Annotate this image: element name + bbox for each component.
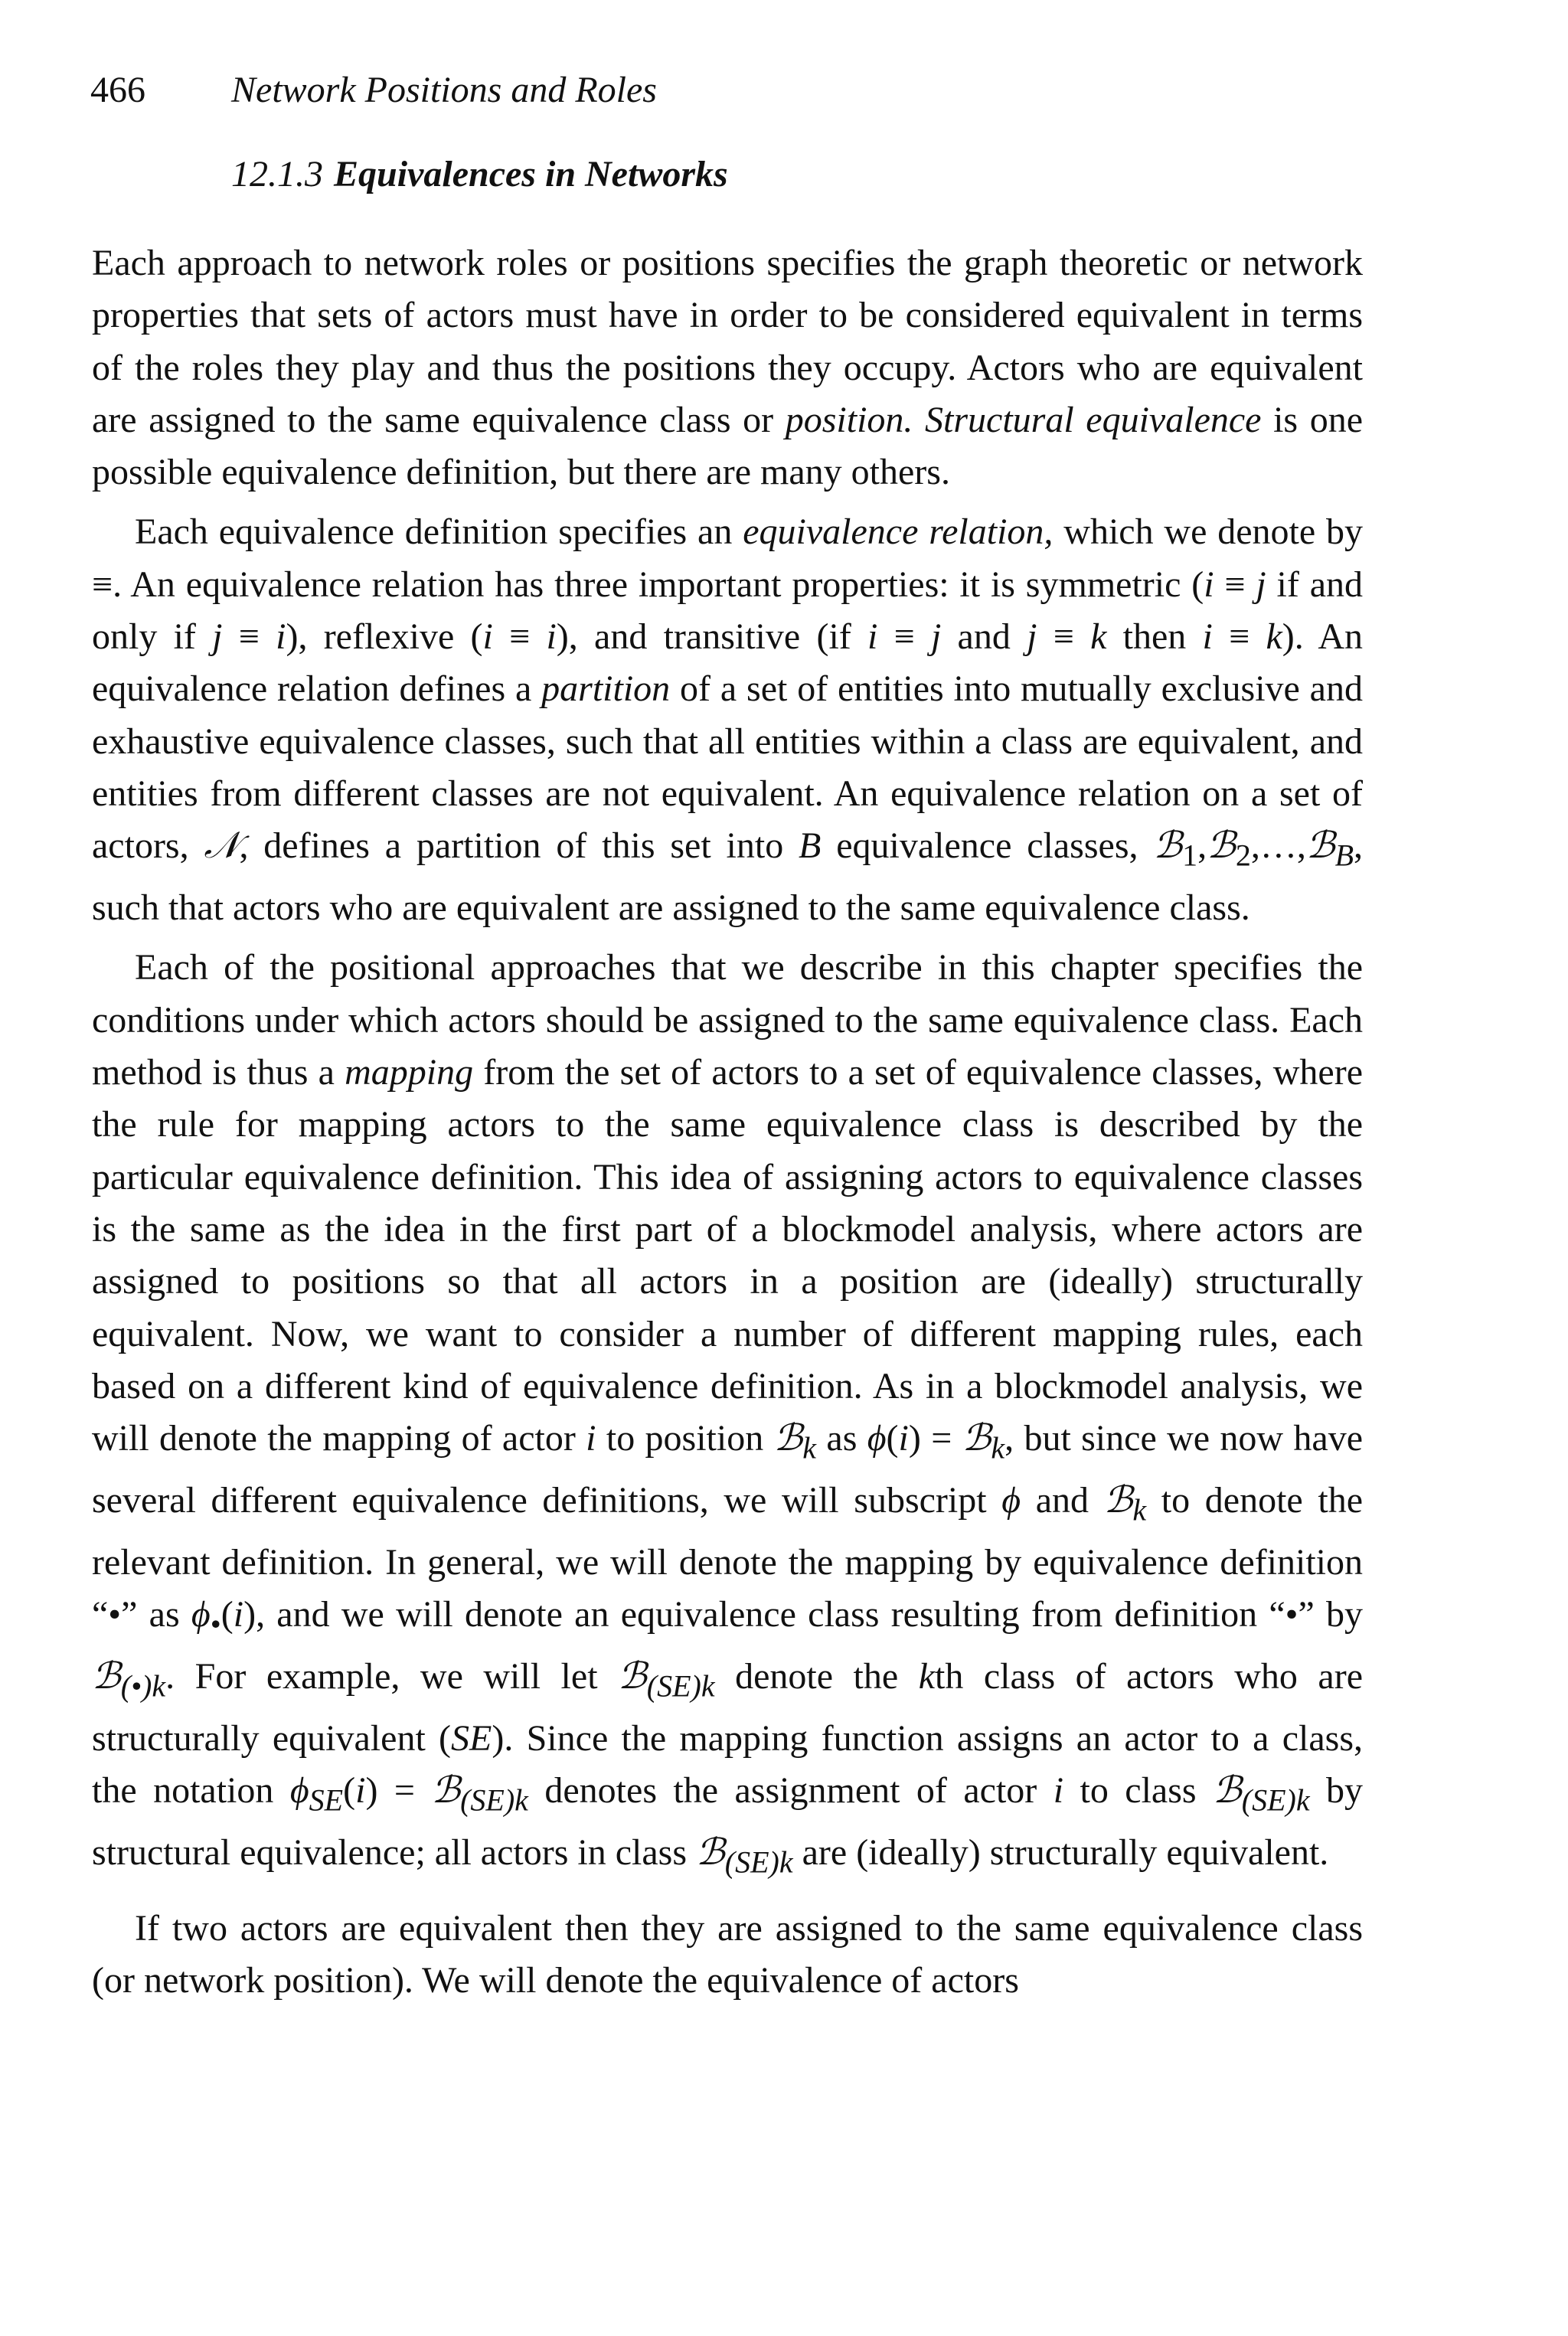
math-var: ℬ [618, 1656, 647, 1697]
math-var: i [1202, 616, 1213, 658]
text-run: ≡ [1212, 616, 1266, 658]
paragraph-1 [92, 237, 1363, 498]
text-run: ). An equivalence relation defines a [92, 616, 1364, 710]
paragraph-2 [92, 506, 1363, 934]
text-run: is one possible equivalence definition, but there are many others. [92, 399, 1363, 493]
text-run: , such that actors who are equivalent are assigned to the same equivalence class. [92, 825, 1364, 929]
math-subscript: (SE)k [646, 1668, 715, 1704]
math-var: ℬ [1305, 825, 1335, 867]
text-run: and [1021, 1480, 1104, 1521]
text-run: then [1106, 616, 1203, 658]
math-var: ℬ [92, 1656, 121, 1697]
text-run: and [941, 616, 1027, 658]
text-run: Each equivalence definition specifies an [135, 511, 743, 553]
text-run: . For example, we will let [165, 1656, 619, 1697]
math-var: ℬ [431, 1770, 461, 1812]
math-var: ℬ [1207, 825, 1236, 867]
text-run: to class [1063, 1770, 1214, 1812]
text-run: denote the [714, 1656, 919, 1697]
math-var: ℬ [1213, 1770, 1242, 1812]
math-var: i [867, 616, 878, 658]
text-run: position. [785, 399, 913, 440]
math-var: k [1266, 616, 1282, 658]
math-var: ϕ [1001, 1480, 1021, 1521]
math-subscript: B [1334, 838, 1354, 873]
math-var: SE [451, 1717, 492, 1759]
math-subscript: 1 [1182, 838, 1198, 873]
text-run: ≡ [877, 616, 931, 658]
text-run: equivalence classes, [821, 825, 1154, 867]
paragraph-3 [92, 942, 1363, 1889]
math-var: i [1204, 564, 1214, 605]
text-run: , [1197, 825, 1207, 867]
math-var: j [1256, 564, 1266, 605]
text-run: if and only if [92, 564, 1364, 658]
body-text [92, 237, 1363, 2008]
math-subscript: (SE)k [1241, 1782, 1310, 1818]
math-var: j [930, 616, 942, 658]
math-var: B [799, 825, 822, 867]
math-subscript: SE [309, 1782, 344, 1818]
math-subscript: (SE)k [724, 1844, 793, 1880]
text-run: ≡ [492, 616, 547, 658]
text-run: ≡ [222, 616, 276, 658]
text-run: th class of actors who are structurally equivalent ( [92, 1656, 1363, 1759]
text-run: ), reflexive ( [286, 616, 483, 658]
text-run: ), and transitive (if [556, 616, 868, 658]
math-var: ϕ [289, 1770, 309, 1812]
math-var: ℬ [1153, 825, 1183, 867]
math-var: i [482, 616, 493, 658]
math-var: j [212, 616, 223, 658]
text-run: Each approach to network roles or positions specifies the graph theoretic or network properties that sets of actors must have in order to be considered equivalent in terms of the roles they play and thus the positions they occupy. Actors who are equivalent are assigned to the same equivalence class or [92, 243, 1363, 440]
section-number: 12.1.3 [231, 154, 323, 194]
math-var: ϕ [191, 1594, 211, 1635]
section-heading [231, 150, 728, 199]
math-var: ℬ [773, 1418, 803, 1459]
text-run: to position [596, 1418, 774, 1459]
text-run: , but since we now have several different equivalence definitions, we will subscript [92, 1418, 1363, 1521]
math-var: i [546, 616, 557, 658]
text-run: If two actors are equivalent then they are assigned to the same equivalence class (or network position). We will denote the equivalence of actors [92, 1908, 1363, 2001]
text-run: ( [886, 1418, 899, 1459]
math-var: ϕ [867, 1418, 887, 1459]
math-var: ℬ [1103, 1480, 1133, 1521]
math-var: i [898, 1418, 909, 1459]
math-var: j [1027, 616, 1037, 658]
text-run: ). Since the mapping function assigns an actor to a class, the notation [92, 1717, 1363, 1812]
math-var: i [276, 616, 286, 658]
math-subscript: k [991, 1430, 1005, 1465]
running-title: Network Positions and Roles [231, 70, 657, 110]
paragraph-4 [92, 1903, 1363, 2008]
text-run: ( [220, 1594, 234, 1635]
math-var: i [586, 1418, 596, 1459]
page-number: 466 [90, 70, 145, 110]
text-run: by structural equivalence; all actors in class [92, 1770, 1364, 1874]
text-run: of a set of entities into mutually exclusive and exhaustive equivalence classes, such that all entities within a class are equivalent, and entities from different classes are not equivalent. An equivalence relation on a set of actors, [92, 668, 1363, 867]
text-run: partition [541, 668, 671, 710]
text-run: ), and we will denote an equivalence class resulting from definition “•” by [243, 1594, 1363, 1635]
text-run: ,…, [1250, 825, 1306, 867]
section-title: Equivalences in Networks [334, 154, 728, 194]
math-var: i [355, 1770, 366, 1812]
text-run: mapping [345, 1052, 474, 1093]
text-run: ) = [365, 1770, 432, 1812]
text-run: which we denote by ≡. An equivalence relation has three important properties: it is symmetric ( [92, 511, 1364, 605]
math-var: i [1053, 1770, 1064, 1812]
text-run: Structural equivalence [925, 399, 1262, 440]
math-var: ℬ [696, 1832, 725, 1874]
math-var: 𝒩 [204, 825, 240, 867]
text-run: to denote the relevant definition. In general, we will denote the mapping by equivalence definition “•” as [92, 1480, 1364, 1635]
text-run: ( [343, 1770, 356, 1812]
text-run: ≡ [1214, 564, 1256, 605]
text-run: ≡ [1037, 616, 1091, 658]
text-run: denotes the assignment of actor [528, 1770, 1054, 1812]
text-run: from the set of actors to a set of equivalence classes, where the rule for mapping actors to the same equivalence class is described by the particular equivalence definition. This idea of assigning actors to equivalence classes is the same as the idea in the first part of a blockmodel analysis, where actors are assigned to positions so that all actors in a position are (ideally) structurally equivalent. Now, we want to consider a number of different mapping rules, each based on a different kind of equivalence definition. As in a blockmodel analysis, we will denote the mapping of actor [92, 1052, 1364, 1459]
math-var: k [1090, 616, 1107, 658]
math-subscript: 2 [1235, 838, 1251, 873]
math-subscript: (SE)k [460, 1782, 528, 1818]
text-run: , defines a partition of this set into [239, 825, 799, 867]
text-run: are (ideally) structurally equivalent. [792, 1832, 1329, 1874]
text-run [913, 400, 925, 440]
text-run: as [816, 1418, 867, 1459]
running-head [90, 66, 657, 115]
math-subscript: (•)k [120, 1668, 166, 1704]
text-run: Each of the positional approaches that we describe in this chapter specifies the conditions under which actors should be assigned to the same equivalence class. Each method is thus a [92, 947, 1363, 1093]
text-run: ) = [908, 1418, 962, 1459]
math-var: ℬ [962, 1418, 991, 1459]
math-var: k [918, 1656, 935, 1697]
math-subscript: k [802, 1430, 817, 1465]
text-run: equivalence relation, [743, 511, 1054, 553]
math-subscript: k [1132, 1492, 1147, 1527]
math-subscript: • [210, 1606, 221, 1642]
math-var: i [233, 1594, 244, 1635]
